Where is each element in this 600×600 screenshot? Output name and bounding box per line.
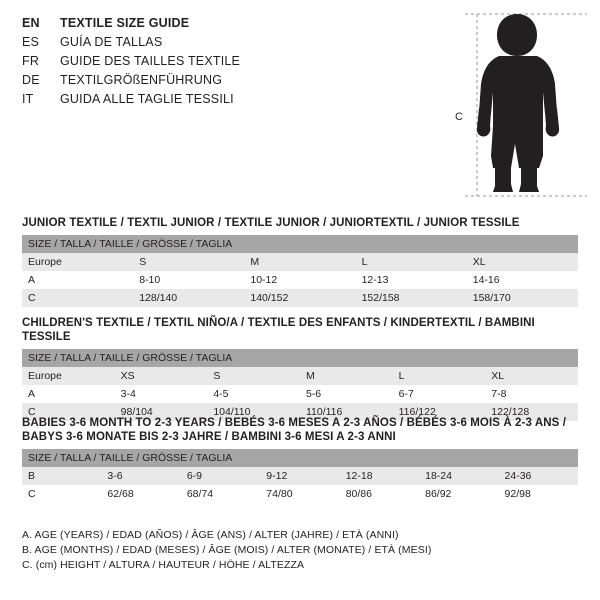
junior-row-label-c: C xyxy=(22,289,133,307)
junior-a-xl: 14-16 xyxy=(467,271,578,289)
junior-a-m: 10-12 xyxy=(244,271,355,289)
table-row xyxy=(22,385,578,403)
children-a-s: 4-5 xyxy=(207,385,300,403)
header-row-fr xyxy=(22,52,442,71)
children-europe-xs: XS xyxy=(115,367,208,385)
children-c-m: 110/116 xyxy=(300,403,393,421)
babies-c-18-24: 86/92 xyxy=(419,485,498,503)
junior-c-xl: 158/170 xyxy=(467,289,578,307)
children-europe-l: L xyxy=(393,367,486,385)
babies-b-12-18: 12-18 xyxy=(340,467,419,485)
children-c-l: 116/122 xyxy=(393,403,486,421)
legend-line-a: A. AGE (YEARS) / EDAD (AÑOS) / ÂGE (ANS) / ALTER (JAHRE) / ETÀ (ANNI) xyxy=(22,529,399,541)
children-europe-s: S xyxy=(207,367,300,385)
header-lang-de: DE xyxy=(22,73,40,87)
children-c-xs: 98/104 xyxy=(115,403,208,421)
legend-line-b: B. AGE (MONTHS) / EDAD (MESES) / ÂGE (MOIS) / ALTER (MONATE) / ETÀ (MESI) xyxy=(22,544,432,556)
children-a-xl: 7-8 xyxy=(485,385,578,403)
junior-europe-s: S xyxy=(133,253,244,271)
header-title-de: TEXTILGRÖßENFÜHRUNG xyxy=(60,73,223,87)
section-babies-title-line1: BABIES 3-6 MONTH TO 2-3 YEARS / BEBÉS 3-6 MESES A 2-3 AÑOS / BÉBÉS 3-6 MOIS À 2-3 ANS / xyxy=(22,417,566,429)
section-babies-title xyxy=(22,416,578,444)
children-a-l: 6-7 xyxy=(393,385,486,403)
junior-c-l: 152/158 xyxy=(356,289,467,307)
table-row xyxy=(22,349,578,367)
header-lang-it: IT xyxy=(22,92,34,106)
figure-block xyxy=(455,8,590,203)
figure-c-label: C xyxy=(455,111,463,123)
header-lang-en: EN xyxy=(22,16,40,30)
header-title-it: GUIDA ALLE TAGLIE TESSILI xyxy=(60,92,234,106)
junior-europe-m: M xyxy=(244,253,355,271)
babies-row-label-b: B xyxy=(22,467,101,485)
junior-c-m: 140/152 xyxy=(244,289,355,307)
babies-c-9-12: 74/80 xyxy=(260,485,339,503)
header-row-es xyxy=(22,33,442,52)
children-c-s: 104/110 xyxy=(207,403,300,421)
junior-europe-l: L xyxy=(356,253,467,271)
section-children-title: CHILDREN'S TEXTILE / TEXTIL NIÑO/A / TEXTILE DES ENFANTS / KINDERTEXTIL / BAMBINI TESSILE xyxy=(22,317,535,343)
table-row xyxy=(22,235,578,253)
header-title-es: GUÍA DE TALLAS xyxy=(60,35,163,49)
header-row-de xyxy=(22,71,442,90)
header-title-en: TEXTILE SIZE GUIDE xyxy=(60,16,190,30)
junior-c-s: 128/140 xyxy=(133,289,244,307)
header-lang-fr: FR xyxy=(22,54,40,68)
babies-b-9-12: 9-12 xyxy=(260,467,339,485)
babies-c-24-36: 92/98 xyxy=(499,485,578,503)
children-europe-xl: XL xyxy=(485,367,578,385)
legend-block xyxy=(22,528,578,573)
babies-b-18-24: 18-24 xyxy=(419,467,498,485)
section-junior-title: JUNIOR TEXTILE / TEXTIL JUNIOR / TEXTILE JUNIOR / JUNIORTEXTIL / JUNIOR TESSILE xyxy=(22,217,520,229)
section-junior xyxy=(22,216,578,307)
header-block xyxy=(22,14,442,109)
children-size-table xyxy=(22,349,578,421)
babies-c-6-9: 68/74 xyxy=(181,485,260,503)
table-row xyxy=(22,485,578,503)
children-sub-header: SIZE / TALLA / TAILLE / GRÖSSE / TAGLIA xyxy=(22,349,578,367)
section-babies xyxy=(22,416,578,503)
children-c-xl: 122/128 xyxy=(485,403,578,421)
legend-line-c: C. (cm) HEIGHT / ALTURA / HAUTEUR / HÖHE / ALTEZZA xyxy=(22,559,305,571)
babies-row-label-c: C xyxy=(22,485,101,503)
children-a-m: 5-6 xyxy=(300,385,393,403)
junior-row-label-a: A xyxy=(22,271,133,289)
babies-sub-header: SIZE / TALLA / TAILLE / GRÖSSE / TAGLIA xyxy=(22,449,578,467)
section-children xyxy=(22,316,578,421)
children-a-xs: 3-4 xyxy=(115,385,208,403)
babies-c-12-18: 80/86 xyxy=(340,485,419,503)
children-row-label-europe: Europe xyxy=(22,367,115,385)
table-row xyxy=(22,271,578,289)
junior-sub-header: SIZE / TALLA / TAILLE / GRÖSSE / TAGLIA xyxy=(22,235,578,253)
table-row xyxy=(22,449,578,467)
header-row-en xyxy=(22,14,442,33)
junior-row-label-europe: Europe xyxy=(22,253,133,271)
babies-c-3-6: 62/68 xyxy=(101,485,180,503)
table-row xyxy=(22,253,578,271)
children-row-label-a: A xyxy=(22,385,115,403)
junior-size-table xyxy=(22,235,578,307)
children-europe-m: M xyxy=(300,367,393,385)
header-title-fr: GUIDE DES TAILLES TEXTILE xyxy=(60,54,241,68)
toddler-silhouette-icon xyxy=(455,8,590,203)
table-row xyxy=(22,467,578,485)
babies-size-table xyxy=(22,449,578,503)
table-row xyxy=(22,289,578,307)
junior-a-l: 12-13 xyxy=(356,271,467,289)
table-row xyxy=(22,367,578,385)
section-babies-title-line2: BABYS 3-6 MONATE BIS 2-3 JAHRE / BAMBINI 3-6 MESI A 2-3 ANNI xyxy=(22,431,396,443)
header-row-it xyxy=(22,90,442,109)
babies-b-3-6: 3-6 xyxy=(101,467,180,485)
babies-b-6-9: 6-9 xyxy=(181,467,260,485)
children-row-label-c: C xyxy=(22,403,115,421)
junior-europe-xl: XL xyxy=(467,253,578,271)
header-lang-es: ES xyxy=(22,35,40,49)
junior-a-s: 8-10 xyxy=(133,271,244,289)
babies-b-24-36: 24-36 xyxy=(499,467,578,485)
